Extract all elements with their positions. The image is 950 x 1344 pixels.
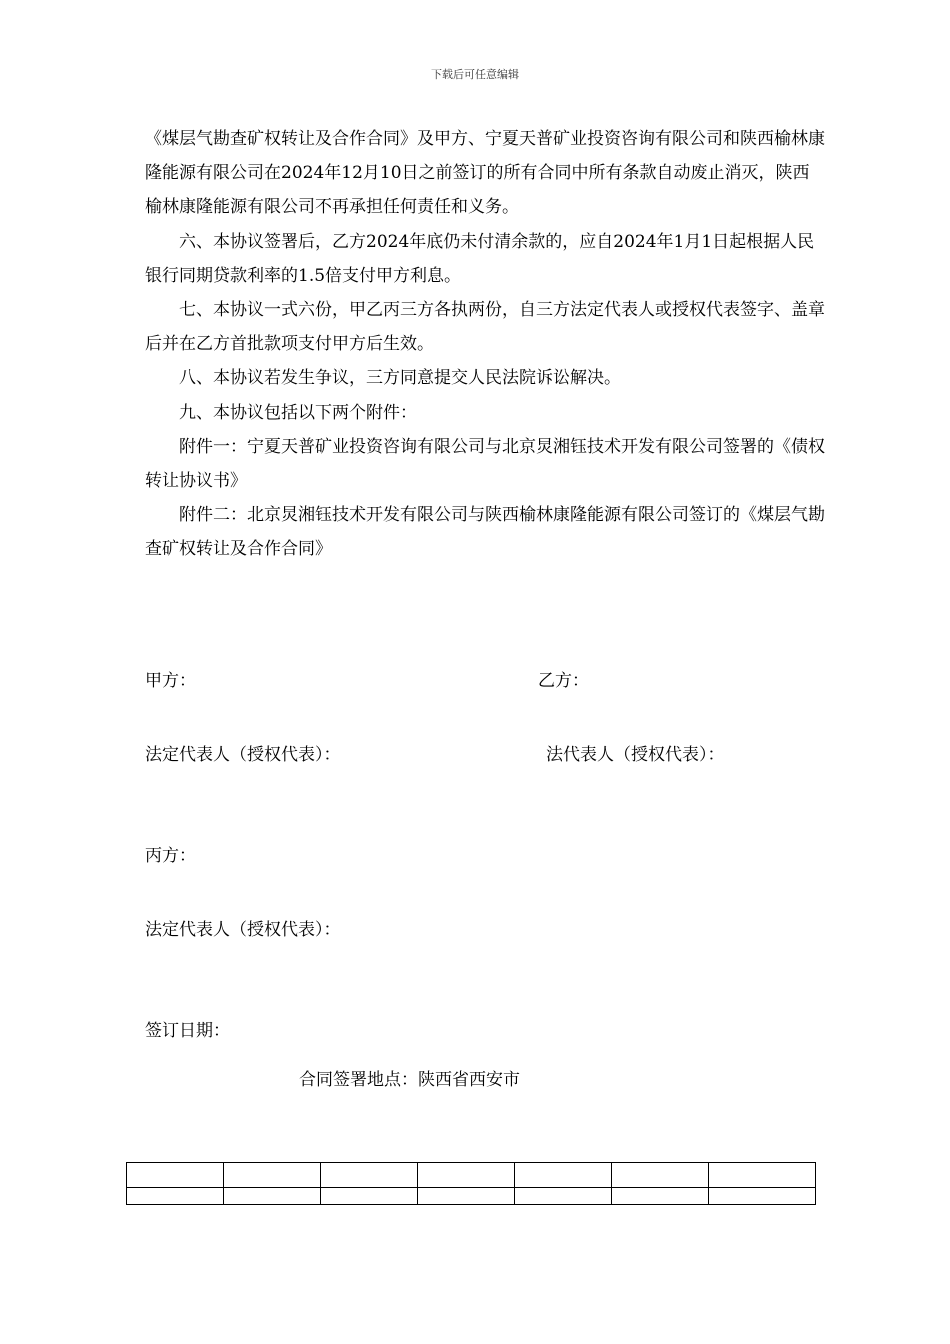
party-c-representative-label: 法定代表人（授权代表）：	[145, 920, 341, 940]
paragraph-continuation: 《煤层气勘查矿权转让及合作合同》及甲方、宁夏天普矿业投资咨询有限公司和陕西榆林康隆能源有限公司在2024年12月10日之前签订的所有合同中所有条款自动废止消灭，陕西榆林康隆能源有限公司不再承担任何责任和义务。	[145, 129, 825, 218]
sign-date-label: 签订日期：	[145, 1021, 230, 1041]
party-a-representative-label: 法定代表人（授权代表）：	[145, 745, 341, 765]
party-b-label: 乙方：	[538, 671, 589, 691]
table-cell	[224, 1188, 321, 1205]
table-cell	[224, 1163, 321, 1188]
table-row	[127, 1163, 816, 1188]
table-cell	[418, 1163, 515, 1188]
paragraph-clause-8: 八、本协议若发生争议，三方同意提交人民法院诉讼解决。	[179, 368, 621, 389]
table-cell	[127, 1188, 224, 1205]
party-b-representative-label: 法代表人（授权代表）：	[546, 745, 725, 765]
paragraph-clause-6: 六、本协议签署后，乙方2024年底仍未付清余款的，应自2024年1月1日起根据人民银行同期贷款利率的1.5倍支付甲方利息。	[145, 231, 815, 286]
table-cell	[418, 1188, 515, 1205]
paragraph-attachment-1: 附件一：宁夏天普矿业投资咨询有限公司与北京炅湘钰技术开发有限公司签署的《债权转让协议书》	[145, 436, 825, 492]
table-row	[127, 1188, 816, 1205]
table-cell	[709, 1188, 816, 1205]
table-cell	[709, 1163, 816, 1188]
empty-grid-table	[126, 1162, 816, 1205]
table-cell	[321, 1163, 418, 1188]
table-cell	[612, 1188, 709, 1205]
party-a-label: 甲方：	[145, 671, 196, 691]
paragraph-clause-7: 七、本协议一式六份，甲乙丙三方各执两份，自三方法定代表人或授权代表签字、盖章后并在乙方首批款项支付甲方后生效。	[145, 300, 825, 355]
party-c-label: 丙方：	[145, 846, 196, 866]
paragraph-clause-9: 九、本协议包括以下两个附件：	[179, 402, 417, 423]
table-cell	[515, 1188, 612, 1205]
sign-place-label: 合同签署地点：陕西省西安市	[299, 1070, 520, 1090]
table-cell	[612, 1163, 709, 1188]
contract-body	[145, 122, 825, 567]
table-cell	[515, 1163, 612, 1188]
header-note: 下载后可任意编辑	[431, 68, 519, 81]
paragraph-attachment-2: 附件二：北京炅湘钰技术开发有限公司与陕西榆林康隆能源有限公司签订的《煤层气勘查矿权转让及合作合同》	[145, 505, 825, 560]
table-cell	[127, 1163, 224, 1188]
table-cell	[321, 1188, 418, 1205]
